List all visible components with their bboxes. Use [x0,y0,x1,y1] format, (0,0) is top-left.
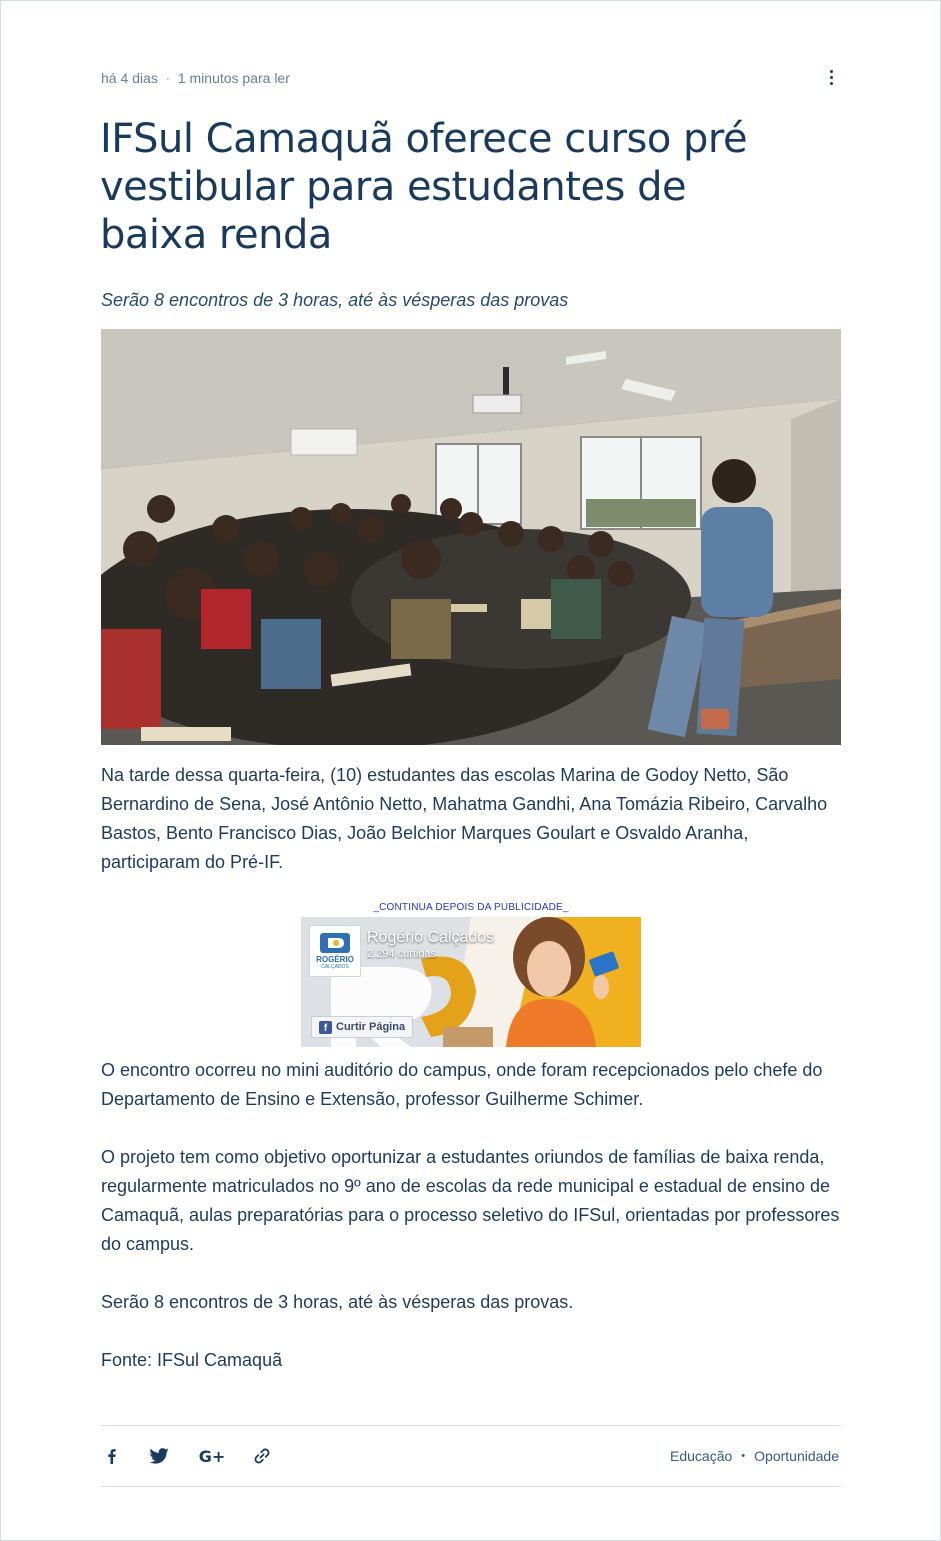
more-dot [830,76,833,79]
facebook-page-ad[interactable] [301,917,641,1047]
ad-page-logo [309,925,361,977]
facebook-icon [104,1448,118,1464]
share-google-plus-icon[interactable] [198,1445,226,1467]
post-subtitle: Serão 8 encontros de 3 horas, até às vésperas das provas [101,290,569,310]
ad-page-likes: 2.294 curtidas [367,948,437,960]
more-actions-icon[interactable] [819,65,843,89]
ad-logo-subtext: CALÇADOS [321,963,349,970]
tag-oportunidade[interactable]: Oportunidade [754,1448,839,1464]
more-dot [830,70,833,73]
link-icon [253,1447,271,1465]
post-meta [101,67,290,89]
classroom-photo-drawing [101,329,841,745]
facebook-icon: f [319,1021,332,1034]
post-title: IFSul Camaquã oferece curso pré vestibular para estudantes de baixa renda [100,116,748,258]
ad-page-name[interactable]: Rogério Calçados [367,929,495,946]
footer-divider-bottom [101,1486,841,1487]
share-facebook-icon[interactable] [100,1445,122,1467]
article-source: Fonte: IFSul Camaquã [101,1350,283,1370]
article-paragraph: O projeto tem como objetivo oportunizar a estudantes oriundos de famílias de baixa renda, regularmente matriculados no 9º ano de escolas da rede municipal e estadual de ensino de Camaquã, aulas preparatórias para o processo seletivo do IFSul, orientadas por professores do campus. [101,1147,840,1254]
twitter-icon [149,1448,169,1464]
tag-educacao[interactable]: Educação [670,1448,733,1464]
classroom-photo [101,329,841,745]
meta-separator: · [165,71,170,85]
google-plus-icon: G+ [198,1446,226,1466]
article-paragraph: Serão 8 encontros de 3 horas, até às vésperas das provas. [101,1292,574,1312]
footer-divider-top [101,1425,841,1426]
article-paragraph: Na tarde dessa quarta-feira, (10) estudantes das escolas Marina de Godoy Netto, São Bernardino de Sena, José Antônio Netto, Mahatma Gandhi, Ana Tomázia Ribeiro, Carvalho Bastos, Bento Francisco Dias, João Belchior Marques Goulart e Osvaldo Aranha, participaram do Pré-IF. [101,765,828,872]
ad-label: _CONTINUA DEPOIS DA PUBLICIDADE_ [373,902,569,913]
like-page-button[interactable] [311,1016,413,1038]
more-dot [830,82,833,85]
post-time-ago: há 4 dias [101,70,158,86]
share-link-icon[interactable] [251,1445,273,1467]
tag-separator: • [741,1450,746,1462]
rogerio-logo-icon [320,933,350,953]
like-page-label: Curtir Página [336,1021,406,1033]
article-paragraph: O encontro ocorreu no mini auditório do campus, onde foram recepcionados pelo chefe do Departamento de Ensino e Extensão, professor Guilherme Schimer. [101,1060,823,1109]
ad-logo-text: ROGÉRIO [316,954,354,964]
share-twitter-icon[interactable] [148,1445,170,1467]
post-read-time: 1 minutos para ler [177,70,290,86]
post-tags [670,1446,839,1466]
